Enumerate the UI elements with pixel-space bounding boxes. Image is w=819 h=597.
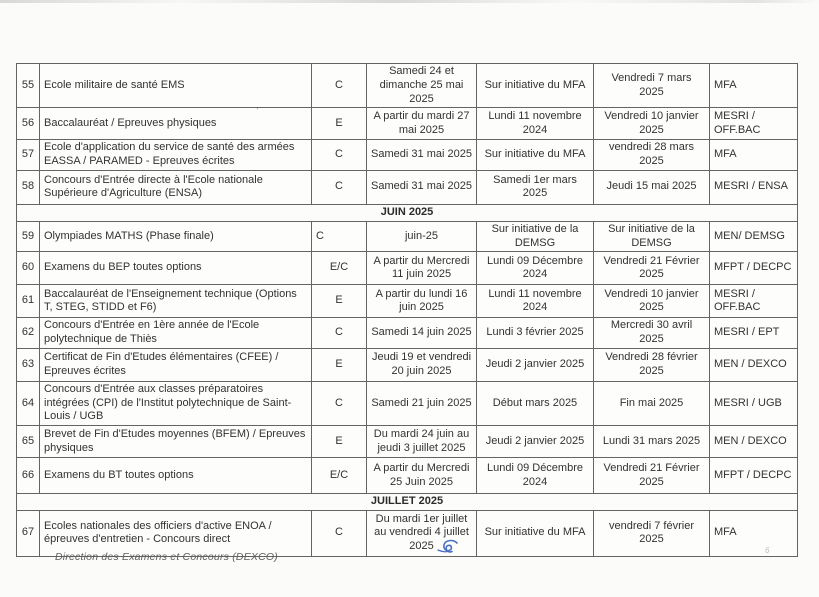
- exam-type: E: [312, 426, 367, 458]
- exam-calendar-table: [16, 63, 798, 557]
- exam-name: Brevet de Fin d'Etudes moyennes (BFEM) / Epreuves physiques: [40, 426, 312, 458]
- organization: MFA: [710, 140, 798, 171]
- exam-date: Samedi 31 mai 2025: [367, 140, 477, 171]
- table-row: [17, 140, 798, 171]
- row-number: 61: [17, 285, 40, 318]
- closing-date: Vendredi 28 février 2025: [594, 348, 710, 381]
- organization: MESRI / UGB: [710, 381, 798, 425]
- organization: MFPT / DECPC: [710, 458, 798, 494]
- row-number: 65: [17, 426, 40, 458]
- organization: MESRI / EPT: [710, 318, 798, 349]
- exam-date: Samedi 31 mai 2025: [367, 170, 477, 204]
- opening-date: Jeudi 2 janvier 2025: [477, 426, 594, 458]
- exam-name: Concours d'Entrée aux classes préparatoires intégrées (CPI) de l'Institut polytechnique de Saint-Louis / UGB: [40, 381, 312, 425]
- row-number: 57: [17, 140, 40, 171]
- row-number: 63: [17, 348, 40, 381]
- exam-type: E: [312, 348, 367, 381]
- exam-type: E: [312, 108, 367, 140]
- exam-date: Du mardi 1er juillet au vendredi 4 juillet 2025: [367, 510, 477, 556]
- row-number: 64: [17, 381, 40, 425]
- opening-date: Début mars 2025: [477, 381, 594, 425]
- table-row: [17, 170, 798, 204]
- exam-type: C: [312, 381, 367, 425]
- section-row: [17, 204, 798, 221]
- exam-date: A partir du mardi 27 mai 2025: [367, 108, 477, 140]
- opening-date: Samedi 1er mars 2025: [477, 170, 594, 204]
- table-row: [17, 252, 798, 285]
- opening-date: Sur initiative du MFA: [477, 64, 594, 108]
- table-row: [17, 510, 798, 556]
- organization: MESRI / OFF.BAC: [710, 285, 798, 318]
- section-header-juin: JUIN 2025: [17, 204, 798, 221]
- row-number: 55: [17, 64, 40, 108]
- exam-date: A partir du Mercredi 11 juin 2025: [367, 252, 477, 285]
- opening-date: Jeudi 2 janvier 2025: [477, 348, 594, 381]
- table-row: [17, 381, 798, 425]
- closing-date: vendredi 28 mars 2025: [594, 140, 710, 171]
- exam-name: Concours d'Entrée directe à l'Ecole nationale Supérieure d'Agriculture (ENSA): [40, 170, 312, 204]
- scan-edge-artifact: [0, 0, 819, 3]
- table-row: [17, 458, 798, 494]
- exam-date: juin-25: [367, 221, 477, 252]
- exam-name: Olympiades MATHS (Phase finale): [40, 221, 312, 252]
- closing-date: vendredi 7 février 2025: [594, 510, 710, 556]
- opening-date: Lundi 09 Décembre 2024: [477, 252, 594, 285]
- table-row: [17, 221, 798, 252]
- exam-name: Baccalauréat de l'Enseignement technique (Options T, STEG, STIDD et F6): [40, 285, 312, 318]
- organization: MFA: [710, 510, 798, 556]
- table-row: [17, 108, 798, 140]
- organization: MEN / DEXCO: [710, 426, 798, 458]
- exam-name: Baccalauréat / Epreuves physiques: [40, 108, 312, 140]
- table-row: [17, 64, 798, 108]
- opening-date: Sur initiative du MFA: [477, 510, 594, 556]
- organization: MFA: [710, 64, 798, 108]
- exam-type: C: [312, 140, 367, 171]
- exam-name: Examens du BEP toutes options: [40, 252, 312, 285]
- closing-date: Lundi 31 mars 2025: [594, 426, 710, 458]
- closing-date: Vendredi 10 janvier 2025: [594, 108, 710, 140]
- section-row: [17, 494, 798, 511]
- exam-type: C: [312, 221, 367, 252]
- organization: MFPT / DECPC: [710, 252, 798, 285]
- opening-date: Sur initiative de la DEMSG: [477, 221, 594, 252]
- section-header-juillet: JUILLET 2025: [17, 494, 798, 511]
- exam-type: C: [312, 318, 367, 349]
- exam-date: Samedi 14 juin 2025: [367, 318, 477, 349]
- exam-date: A partir du lundi 16 juin 2025: [367, 285, 477, 318]
- table-row: [17, 348, 798, 381]
- row-number: 62: [17, 318, 40, 349]
- closing-date: Vendredi 21 Février 2025: [594, 252, 710, 285]
- exam-type: C: [312, 64, 367, 108]
- closing-date: Mercredi 30 avril 2025: [594, 318, 710, 349]
- closing-date: Vendredi 7 mars 2025: [594, 64, 710, 108]
- exam-name: Ecoles nationales des officiers d'active ENOA / épreuves d'entretien - Concours direct: [40, 510, 312, 556]
- opening-date: Sur initiative du MFA: [477, 140, 594, 171]
- table-row: [17, 318, 798, 349]
- exam-type: E: [312, 285, 367, 318]
- opening-date: Lundi 11 novembre 2024: [477, 108, 594, 140]
- footer-note: Direction des Examens et Concours (DEXCO): [55, 551, 278, 563]
- opening-date: Lundi 09 Décembre 2024: [477, 458, 594, 494]
- row-number: 67: [17, 510, 40, 556]
- exam-name: Examens du BT toutes options: [40, 458, 312, 494]
- row-number: 66: [17, 458, 40, 494]
- exam-type: C: [312, 170, 367, 204]
- exam-type: C: [312, 510, 367, 556]
- row-number: 60: [17, 252, 40, 285]
- exam-date: Samedi 24 et dimanche 25 mai 2025: [367, 64, 477, 108]
- organization: MESRI / OFF.BAC: [710, 108, 798, 140]
- closing-date: Jeudi 15 mai 2025: [594, 170, 710, 204]
- exam-name: Certificat de Fin d'Etudes élémentaires (CFEE) / Epreuves écrites: [40, 348, 312, 381]
- organization: MEN/ DEMSG: [710, 221, 798, 252]
- organization: MESRI / ENSA: [710, 170, 798, 204]
- opening-date: Lundi 3 février 2025: [477, 318, 594, 349]
- table-row: [17, 285, 798, 318]
- closing-date: Vendredi 10 janvier 2025: [594, 285, 710, 318]
- page-number-mark: 6: [765, 546, 770, 555]
- exam-date: Jeudi 19 et vendredi 20 juin 2025: [367, 348, 477, 381]
- signature-paraph-icon: [436, 539, 460, 557]
- row-number: 58: [17, 170, 40, 204]
- closing-date: Sur initiative de la DEMSG: [594, 221, 710, 252]
- exam-name: Ecole d'application du service de santé des armées EASSA / PARAMED - Epreuves écrites: [40, 140, 312, 171]
- exam-type: E/C: [312, 458, 367, 494]
- organization: MEN / DEXCO: [710, 348, 798, 381]
- exam-name: Concours d'Entrée en 1ère année de l'Ecole polytechnique de Thiès: [40, 318, 312, 349]
- exam-date: A partir du Mercredi 25 Juin 2025: [367, 458, 477, 494]
- exam-date: Du mardi 24 juin au jeudi 3 juillet 2025: [367, 426, 477, 458]
- closing-date: Vendredi 21 Février 2025: [594, 458, 710, 494]
- exam-date: Samedi 21 juin 2025: [367, 381, 477, 425]
- row-number: 56: [17, 108, 40, 140]
- closing-date: Fin mai 2025: [594, 381, 710, 425]
- exam-name: Ecole militaire de santé EMS: [40, 64, 312, 108]
- scan-artifact-tick: ˋ: [256, 107, 259, 117]
- exam-type: E/C: [312, 252, 367, 285]
- opening-date: Lundi 11 novembre 2024: [477, 285, 594, 318]
- row-number: 59: [17, 221, 40, 252]
- table-row: [17, 426, 798, 458]
